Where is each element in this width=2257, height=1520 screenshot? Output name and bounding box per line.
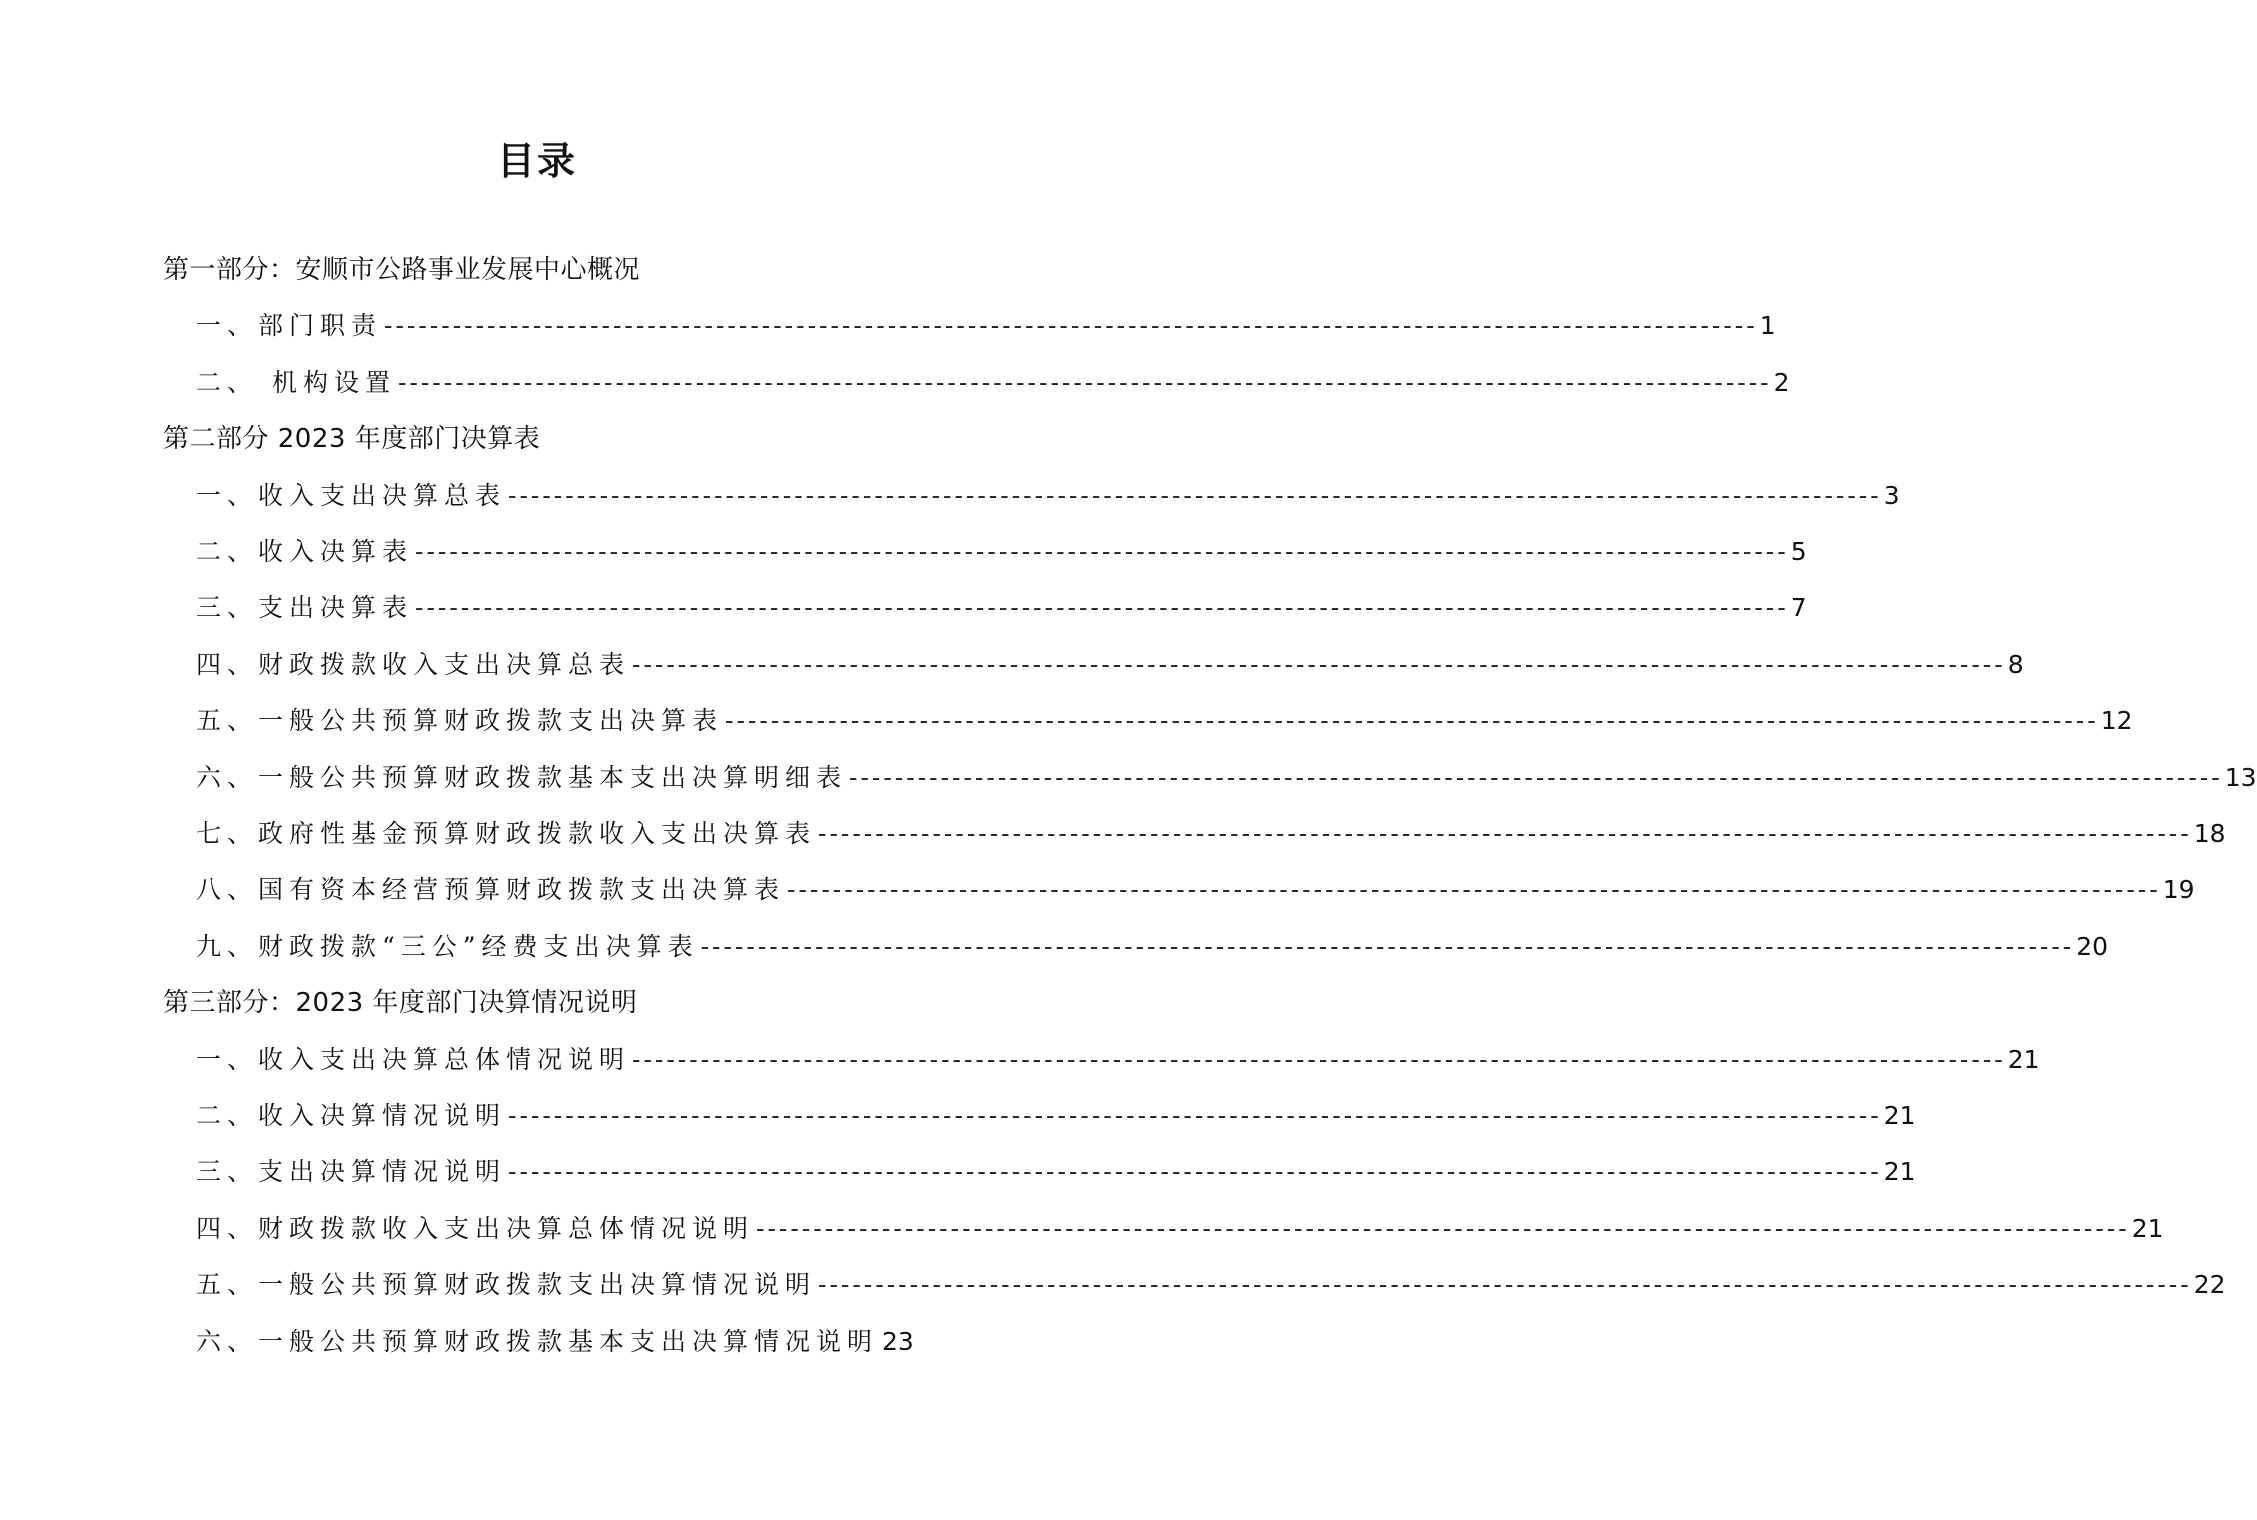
toc-item-label: 一、收入支出决算总表	[196, 480, 507, 510]
toc-item-label: 四、财政拨款收入支出决算总表	[196, 649, 631, 679]
toc-leader-dashes: ------------------------------------------------------------------------------------------------------------------------	[849, 762, 2223, 792]
toc-leader-dashes: ------------------------------------------------------------------------------------------------------------------------	[818, 1270, 2192, 1300]
toc-leader-dashes: ------------------------------------------------------------------------------------------------------------------------	[700, 931, 2075, 961]
toc-item	[196, 814, 2226, 854]
toc-item-page-number: 21	[1883, 1101, 1916, 1130]
toc-item	[196, 476, 1900, 516]
toc-item-label: 三、支出决算表	[196, 593, 414, 623]
toc-item-label: 二、 机构设置	[196, 367, 396, 397]
toc-leader-dashes: ------------------------------------------------------------------------------------------------------------------------	[415, 593, 1789, 623]
toc-item-label: 六、一般公共预算财政拨款基本支出决算情况说明	[196, 1326, 879, 1356]
toc-item-label: 三、支出决算情况说明	[196, 1157, 507, 1187]
toc-item-page-number: 22	[2193, 1270, 2226, 1300]
toc-leader-dashes: ------------------------------------------------------------------------------------------------------------------------	[818, 819, 2192, 848]
toc-item-label: 二、收入决算表	[196, 537, 414, 566]
toc-leader-dashes: ------------------------------------------------------------------------------------------------------------------------	[632, 649, 2006, 679]
toc-item-page-number: 8	[2007, 649, 2024, 679]
toc-item	[196, 363, 1790, 403]
toc-item	[196, 1040, 2040, 1080]
toc-item-page-number: 3	[1883, 480, 1900, 510]
toc-item-page-number: 2	[1773, 367, 1790, 397]
toc-leader-dashes: ------------------------------------------------------------------------------------------------------------------------	[508, 480, 1882, 510]
toc-item	[196, 870, 2195, 910]
toc-leader-dashes: ------------------------------------------------------------------------------------------------------------------------	[725, 706, 2099, 736]
toc-leader-dashes: ------------------------------------------------------------------------------------------------------------------------	[756, 1213, 2130, 1243]
toc-item-label: 一、部门职责	[196, 311, 383, 341]
toc-leader-dashes: ------------------------------------------------------------------------------------------------------------------------	[787, 875, 2161, 905]
toc-item-label: 一、收入支出决算总体情况说明	[196, 1044, 631, 1074]
toc-section-heading: 第二部分 2023 年度部门决算表	[163, 424, 541, 455]
toc-item-page-number: 5	[1790, 537, 1807, 566]
toc-leader-dashes: ------------------------------------------------------------------------------------------------------------------------	[415, 537, 1789, 566]
toc-item-label: 二、收入决算情况说明	[196, 1101, 507, 1130]
toc-item	[196, 1322, 914, 1362]
toc-item	[196, 306, 1776, 346]
toc-item-page-number: 13	[2224, 762, 2257, 792]
toc-item-label: 五、一般公共预算财政拨款支出决算情况说明	[196, 1270, 817, 1300]
toc-item	[196, 927, 2109, 967]
toc-item-page-number: 7	[1790, 593, 1807, 623]
toc-leader-dashes: ------------------------------------------------------------------------------------------------------------------------	[384, 311, 1758, 341]
toc-item	[196, 1096, 1916, 1136]
toc-item-page-number: 23	[882, 1326, 914, 1356]
toc-item-label: 六、一般公共预算财政拨款基本支出决算明细表	[196, 762, 848, 792]
toc-item	[196, 532, 1807, 572]
toc-leader-dashes: ------------------------------------------------------------------------------------------------------------------------	[397, 367, 1772, 397]
toc-item-label: 四、财政拨款收入支出决算总体情况说明	[196, 1213, 755, 1243]
toc-section-heading: 第一部分：安顺市公路事业发展中心概况	[163, 255, 641, 285]
toc-leader-dashes: ------------------------------------------------------------------------------------------------------------------------	[632, 1044, 2006, 1074]
toc-item-label: 八、国有资本经营预算财政拨款支出决算表	[196, 875, 786, 905]
toc-item-page-number: 21	[1883, 1157, 1916, 1187]
toc-item	[196, 1152, 1916, 1192]
toc-item-page-number: 21	[2007, 1044, 2040, 1074]
toc-item	[196, 758, 2257, 798]
toc-item-page-number: 21	[2131, 1213, 2164, 1243]
toc-item	[196, 1265, 2226, 1305]
toc-item	[196, 701, 2133, 741]
toc-item-page-number: 12	[2100, 706, 2133, 736]
toc-item-page-number: 20	[2076, 931, 2109, 961]
toc-item-label: 九、财政拨款“三公”经费支出决算表	[196, 931, 699, 961]
toc-item-label: 五、一般公共预算财政拨款支出决算表	[196, 706, 724, 736]
toc-item-page-number: 1	[1759, 311, 1776, 341]
toc-item	[196, 645, 2024, 685]
toc-item	[196, 588, 1807, 628]
toc-leader-dashes: ------------------------------------------------------------------------------------------------------------------------	[508, 1157, 1882, 1187]
toc-item-page-number: 18	[2193, 819, 2226, 848]
toc-item-label: 七、政府性基金预算财政拨款收入支出决算表	[196, 819, 817, 848]
toc-leader-dashes: ------------------------------------------------------------------------------------------------------------------------	[508, 1101, 1882, 1130]
toc-item	[196, 1209, 2164, 1249]
toc-section-heading: 第三部分：2023 年度部门决算情况说明	[163, 988, 638, 1019]
toc-item-page-number: 19	[2162, 875, 2195, 905]
page-title: 目录	[496, 139, 577, 183]
